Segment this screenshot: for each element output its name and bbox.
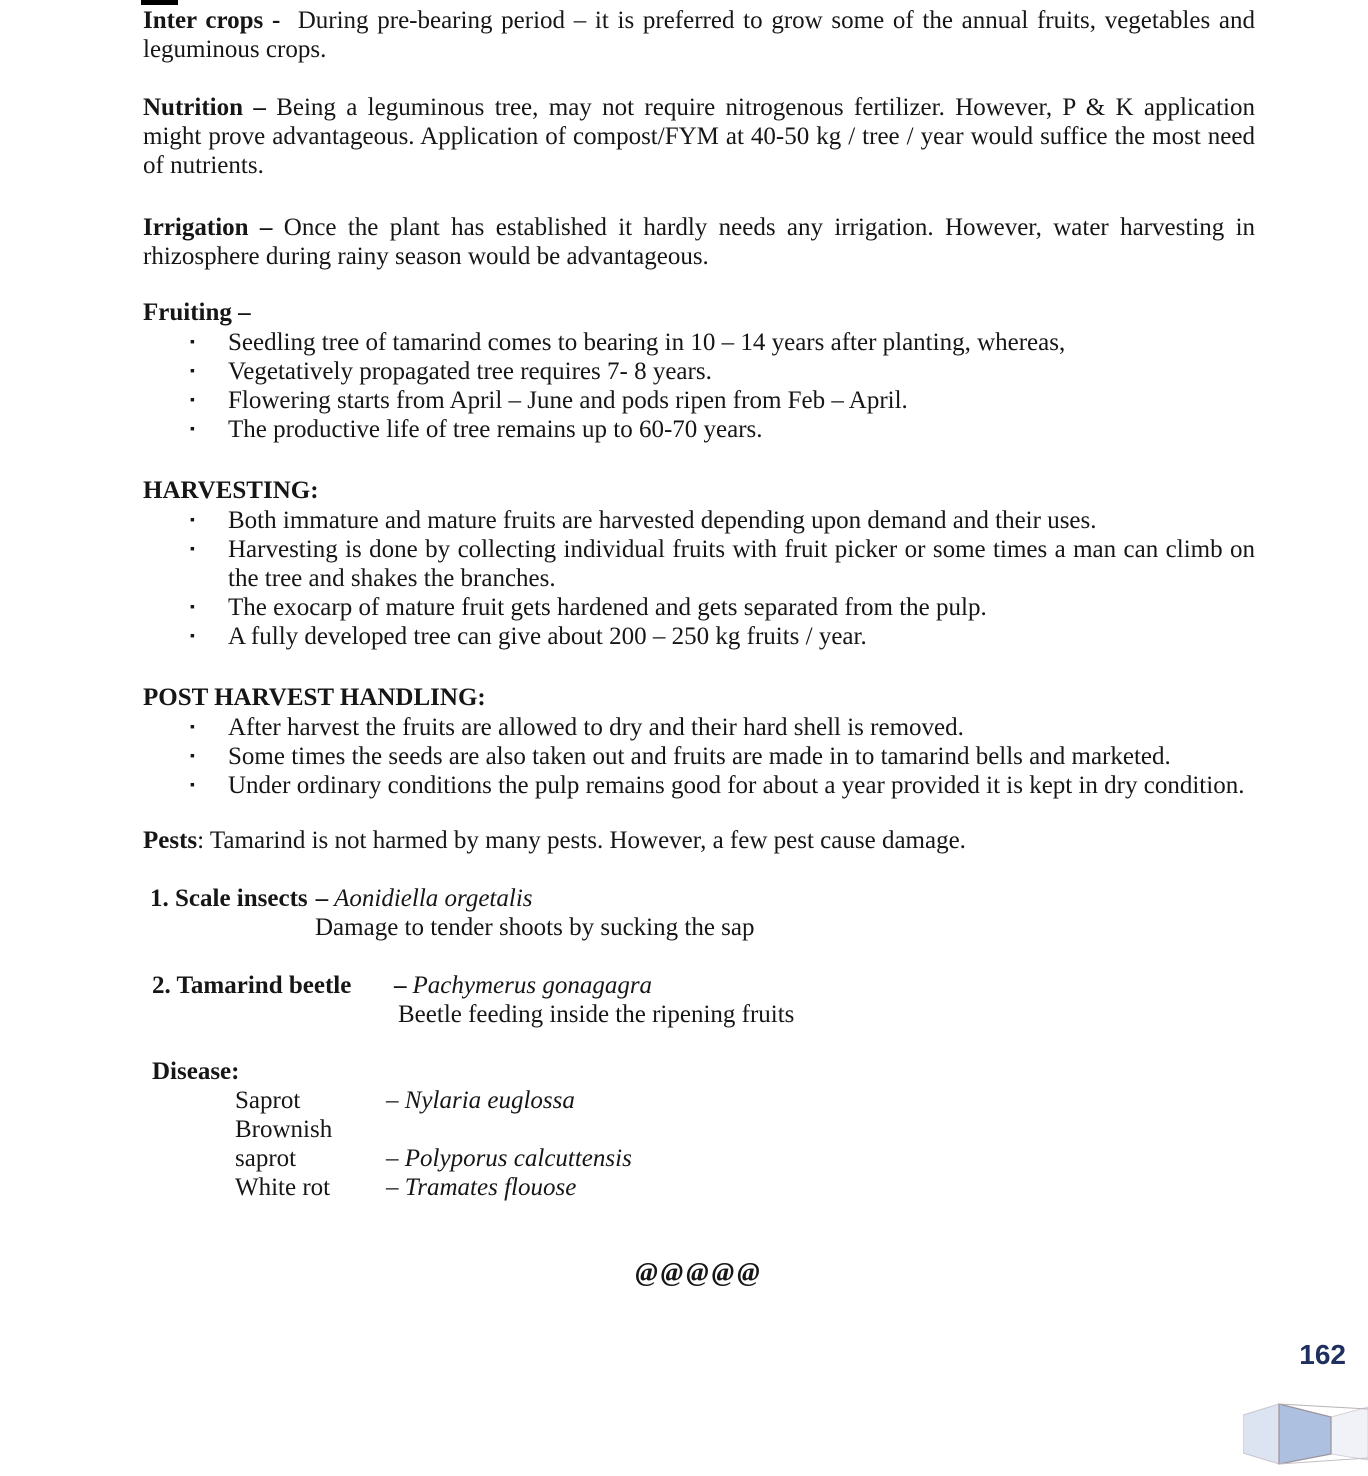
post-harvest-list	[143, 713, 1255, 800]
pest-entry-tamarind-beetle	[143, 971, 1255, 1029]
square-bullet-icon: ▪	[190, 720, 195, 735]
paragraph-irrigation	[143, 213, 1255, 271]
list-item: ▪ After harvest the fruits are allowed to dry and their hard shell is removed.	[143, 713, 1255, 742]
pest-number-label: 1. Scale insects	[150, 885, 308, 912]
dash: –	[394, 972, 407, 999]
disease-table	[143, 1086, 1255, 1202]
square-bullet-icon: ▪	[190, 778, 195, 793]
art-center-face	[1279, 1404, 1331, 1464]
dash: –	[315, 885, 329, 912]
disease-row	[143, 1086, 1255, 1115]
harvesting-heading: HARVESTING:	[143, 477, 319, 504]
section-end-mark: @@@@@	[635, 1257, 763, 1287]
decorative-3d-box-graphic	[1243, 1398, 1368, 1470]
paragraph-pests	[143, 826, 1255, 855]
fruiting-heading: Fruiting –	[143, 299, 251, 326]
list-item: ▪ Flowering starts from April – June and pods ripen from Feb – April.	[143, 386, 1255, 415]
page-number: 162	[1299, 1339, 1346, 1370]
art-right-wing	[1331, 1407, 1368, 1460]
disease-agent: – Tramates flouose	[386, 1174, 577, 1201]
list-item: ▪ Vegetatively propagated tree requires 7- 8 years.	[143, 357, 1255, 386]
disease-row	[143, 1115, 1255, 1173]
pest-species-name: Aonidiella orgetalis	[334, 885, 533, 912]
art-left-wing	[1243, 1404, 1279, 1464]
square-bullet-icon: ▪	[190, 600, 195, 615]
square-bullet-icon: ▪	[190, 393, 195, 408]
disease-name: Brownish saprot	[235, 1116, 333, 1172]
disease-heading: Disease:	[152, 1058, 240, 1085]
square-bullet-icon: ▪	[190, 513, 195, 528]
disease-name: White rot	[235, 1174, 331, 1201]
list-item: ▪ Seedling tree of tamarind comes to bearing in 10 – 14 years after planting, whereas,	[143, 328, 1255, 357]
post-harvest-heading: POST HARVEST HANDLING:	[143, 684, 486, 711]
pest-entry-scale-insects	[143, 884, 1255, 942]
nutrition-label: Nutrition –	[143, 94, 266, 121]
list-item: ▪ The productive life of tree remains up to 60-70 years.	[143, 415, 1255, 444]
pest-description: Damage to tender shoots by sucking the sap	[315, 914, 755, 941]
list-item: ▪ Under ordinary conditions the pulp remains good for about a year provided it is kept in dry condition.	[143, 771, 1255, 800]
harvesting-list	[143, 506, 1255, 651]
square-bullet-icon: ▪	[190, 364, 195, 379]
disease-name: Saprot	[235, 1087, 301, 1114]
list-item: ▪ Some times the seeds are also taken out and fruits are made in to tamarind bells and marketed.	[143, 742, 1255, 771]
pest-number-label: 2. Tamarind beetle	[152, 972, 352, 999]
pest-species-name: Pachymerus gonagagra	[412, 972, 653, 999]
pest-description: Beetle feeding inside the ripening fruits	[398, 1001, 795, 1028]
page-content	[143, 0, 1255, 1287]
irrigation-label: Irrigation –	[143, 214, 273, 241]
pest-entry-title	[143, 884, 1255, 913]
list-item: ▪ Both immature and mature fruits are harvested depending upon demand and their uses.	[143, 506, 1255, 535]
inter-crops-label: Inter crops -	[143, 7, 281, 34]
nutrition-text: Being a leguminous tree, may not require nitrogenous fertilizer. However, P & K application might prove advantageous. Application of compost/FYM at 40-50 kg / tree / year would suffice the most need of nutrients.	[143, 94, 1255, 179]
square-bullet-icon: ▪	[190, 335, 195, 350]
square-bullet-icon: ▪	[190, 749, 195, 764]
inter-crops-text: During pre-bearing period – it is preferred to grow some of the annual fruits, vegetables and leguminous crops.	[143, 7, 1255, 63]
paragraph-nutrition	[143, 93, 1255, 180]
paragraph-inter-crops	[143, 6, 1255, 64]
pests-label: Pests	[143, 827, 198, 854]
irrigation-text: Once the plant has established it hardly needs any irrigation. However, water harvesting in rhizosphere during rainy season would be advantageous.	[143, 214, 1256, 270]
list-item: ▪ A fully developed tree can give about 200 – 250 kg fruits / year.	[143, 622, 1255, 651]
disease-agent: – Polyporus calcuttensis	[386, 1145, 632, 1172]
pest-entry-title	[143, 971, 1255, 1000]
square-bullet-icon: ▪	[190, 422, 195, 437]
disease-row	[143, 1173, 1255, 1202]
disease-agent: – Nylaria euglossa	[386, 1087, 575, 1114]
square-bullet-icon: ▪	[190, 629, 195, 644]
list-item: ▪ Harvesting is done by collecting individual fruits with fruit picker or some times a man can climb on the tree and shakes the branches.	[143, 535, 1255, 593]
square-bullet-icon: ▪	[190, 542, 195, 557]
fruiting-list	[143, 328, 1255, 444]
pests-text: : Tamarind is not harmed by many pests. However, a few pest cause damage.	[197, 827, 966, 854]
list-item: ▪ The exocarp of mature fruit gets hardened and gets separated from the pulp.	[143, 593, 1255, 622]
